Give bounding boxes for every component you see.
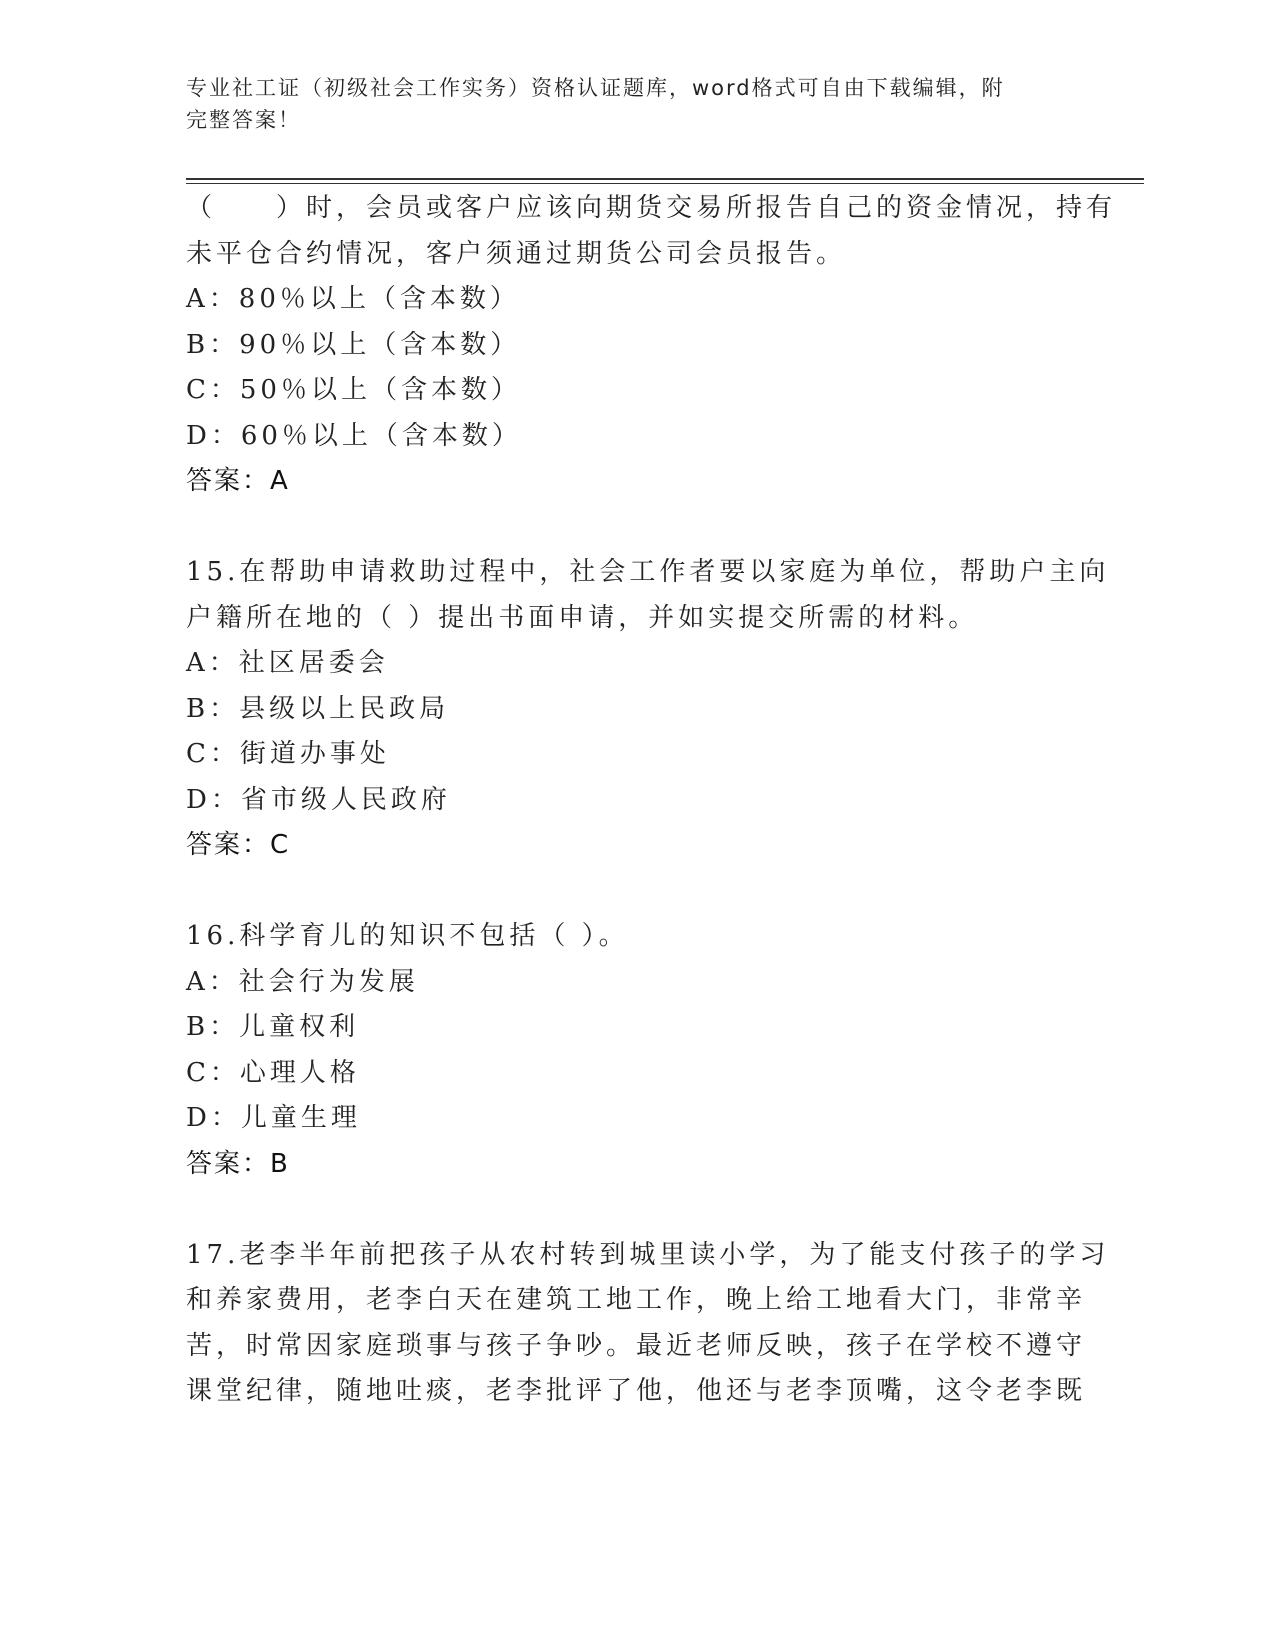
question-stem-line: 苦，时常因家庭琐事与孩子争吵。最近老师反映，孩子在学校不遵守 [186, 1330, 1087, 1361]
question-item [186, 914, 1066, 1187]
option-d: D：儿童生理 [186, 1103, 361, 1133]
option-c: C：心理人格 [186, 1057, 360, 1088]
option-c: C：50％以上（含本数） [186, 375, 521, 405]
option-d: D：60％以上（含本数） [186, 420, 522, 451]
question-stem-line: （ ）时，会员或客户应该向期货交易所报告自己的资金情况，持有 [186, 193, 1117, 223]
option-d: D：省市级人民政府 [186, 784, 451, 815]
question-stem-line: 15.在帮助申请救助过程中，社会工作者要以家庭为单位，帮助户主向 [186, 557, 1110, 587]
question-stem-line: 课堂纪律，随地吐痰，老李批评了他，他还与老李顶嘴，这令老李既 [186, 1376, 1087, 1406]
header-divider-thick [186, 178, 1144, 180]
answer-line: 答案：C [186, 830, 291, 860]
question-stem-line: 16.科学育儿的知识不包括（ ）。 [186, 921, 629, 951]
question-stem-line: 和养家费用，老李白天在建筑工地工作，晚上给工地看大门，非常辛 [186, 1285, 1087, 1315]
option-b: B：90％以上（含本数） [186, 329, 521, 360]
question-item [186, 186, 1117, 505]
question-spacer [186, 1187, 1066, 1233]
question-item [186, 1233, 1110, 1415]
option-a: A：社区居委会 [186, 648, 389, 678]
question-spacer [186, 505, 1066, 551]
question-list [186, 186, 1117, 1415]
option-a: A：社会行为发展 [186, 966, 419, 997]
question-stem-line: 17.老李半年前把孩子从农村转到城里读小学，为了能支付孩子的学习 [186, 1239, 1110, 1270]
header-line-2: 完整答案！ [186, 108, 301, 132]
question-stem-line: 户籍所在地的（ ）提出书面申请，并如实提交所需的材料。 [186, 602, 979, 633]
header-line-1: 专业社工证（初级社会工作实务）资格认证题库，word格式可自由下载编辑，附 [186, 76, 1005, 100]
question-item [186, 550, 1110, 869]
option-c: C：街道办事处 [186, 739, 390, 769]
answer-line: 答案：A [186, 466, 290, 496]
document-header [186, 72, 1066, 136]
answer-line: 答案：B [186, 1148, 290, 1179]
header-divider-thin [186, 183, 1144, 184]
question-spacer [186, 869, 1066, 915]
option-a: A：80％以上（含本数） [186, 284, 520, 314]
option-b: B：儿童权利 [186, 1012, 360, 1042]
option-b: B：县级以上民政局 [186, 693, 450, 724]
question-stem-line: 未平仓合约情况，客户须通过期货公司会员报告。 [186, 238, 847, 269]
